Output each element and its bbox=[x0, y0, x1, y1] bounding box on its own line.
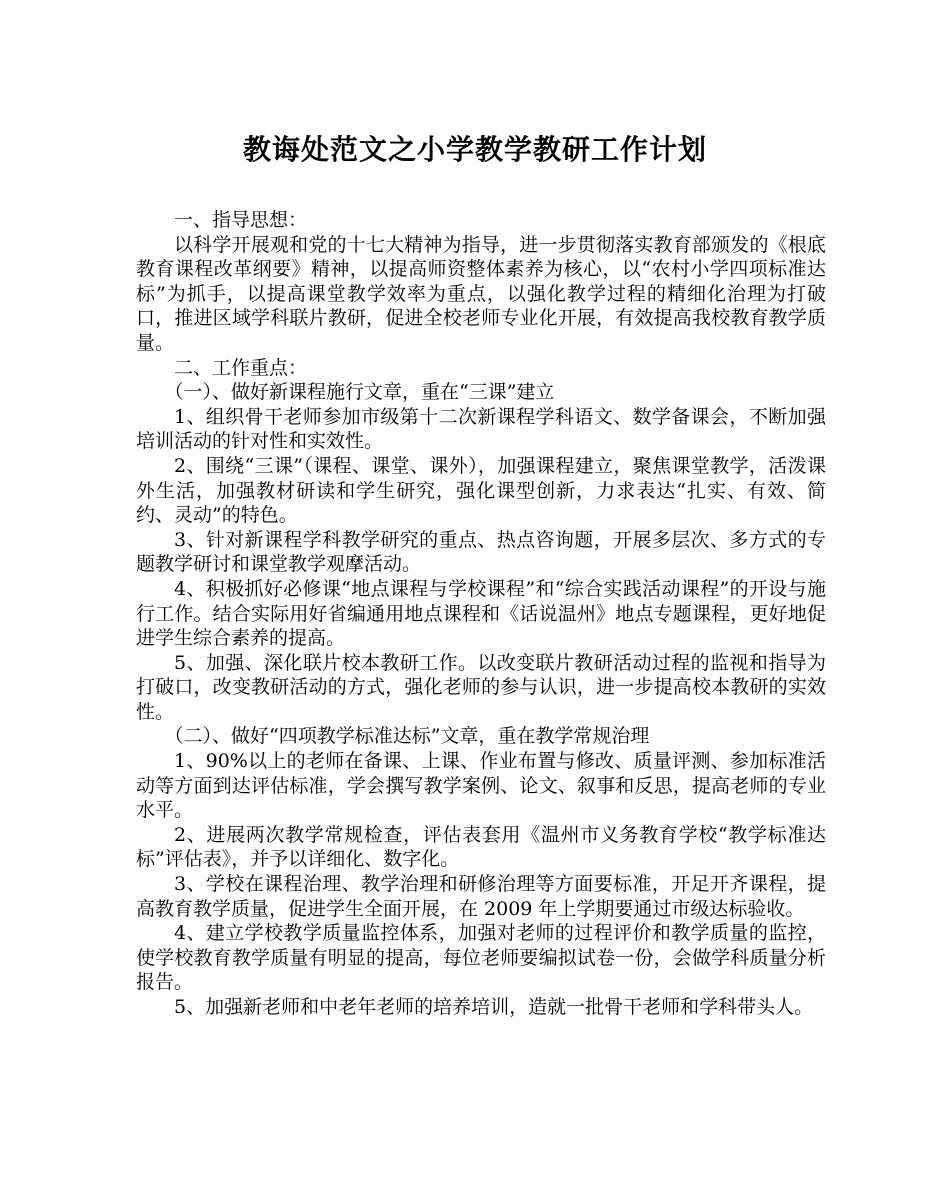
document-body bbox=[136, 208, 826, 1020]
paragraph-item-1-2: 2、围绕“三课”（课程、课堂、课外），加强课程建立，聚焦课堂教学，活泼课外生活，加强教材研读和学生研究，强化课型创新，力求表达“扎实、有效、简约、灵动”的特色。 bbox=[136, 454, 826, 527]
paragraph-item-2-2: 2、进展两次教学常规检查，评估表套用《温州市义务教育学校“教学标准达标”评估表》，并予以详细化、数字化。 bbox=[136, 823, 826, 871]
document-title: 教诲处范文之小学教学教研工作计划 bbox=[242, 133, 707, 166]
paragraph-guiding-thought: 以科学开展观和党的十七大精神为指导，进一步贯彻落实教育部颁发的《根底教育课程改革纲要》精神，以提高师资整体素养为核心，以“农村小学四项标准达标”为抓手，以提高课堂教学效率为重点，以强化教学过程的精细化治理为打破口，推进区域学科联片教研，促进全校老师专业化开展，有效提高我校教育教学质量。 bbox=[136, 233, 826, 354]
paragraph-item-1-3: 3、针对新课程学科教学研究的重点、热点咨询题，开展多层次、多方式的专题教学研讨和课堂教学观摩活动。 bbox=[136, 528, 826, 576]
subheading-teaching-standards: （二）、做好“四项教学标准达标”文章，重在教学常规治理 bbox=[164, 725, 650, 748]
paragraph-item-2-3: 3、学校在课程治理、教学治理和研修治理等方面要标准，开足开齐课程，提高教育教学质量，促进学生全面开展，在 2009 年上学期要通过市级达标验收。 bbox=[136, 873, 826, 920]
subheading-new-curriculum: （一）、做好新课程施行文章，重在“三课”建立 bbox=[164, 381, 555, 404]
paragraph-item-2-4: 4、建立学校教学质量监控体系，加强对老师的过程评价和教学质量的监控，使学校教育教学质量有明显的提高，每位老师要编拟试卷一份，会做学科质量分析报告。 bbox=[136, 922, 826, 994]
paragraph-item-1-5: 5、加强、深化联片校本教研工作。以改变联片教研活动过程的监视和指导为打破口，改变教研活动的方式，强化老师的参与认识，进一步提高校本教研的实效性。 bbox=[136, 651, 826, 723]
paragraph-item-2-5: 5、加强新老师和中老年老师的培养培训，造就一批骨干老师和学科带头人。 bbox=[174, 996, 814, 1018]
heading-guiding-thought: 一、指导思想： bbox=[174, 209, 308, 231]
heading-work-focus: 二、工作重点： bbox=[174, 356, 308, 379]
paragraph-item-1-1: 1、组织骨干老师参加市级第十二次新课程学科语文、数学备课会，不断加强培训活动的针对性和实效性。 bbox=[136, 405, 826, 453]
paragraph-item-2-1: 1、90%以上的老师在备课、上课、作业布置与修改、质量评测、参加标准活动等方面到达评估标准，学会撰写教学案例、论文、叙事和反思，提高老师的专业水平。 bbox=[136, 750, 826, 822]
paragraph-item-1-4: 4、积极抓好必修课“地点课程与学校课程”和“综合实践活动课程”的开设与施行工作。结合实际用好省编通用地点课程和《话说温州》地点专题课程，更好地促进学生综合素养的提高。 bbox=[136, 577, 826, 650]
